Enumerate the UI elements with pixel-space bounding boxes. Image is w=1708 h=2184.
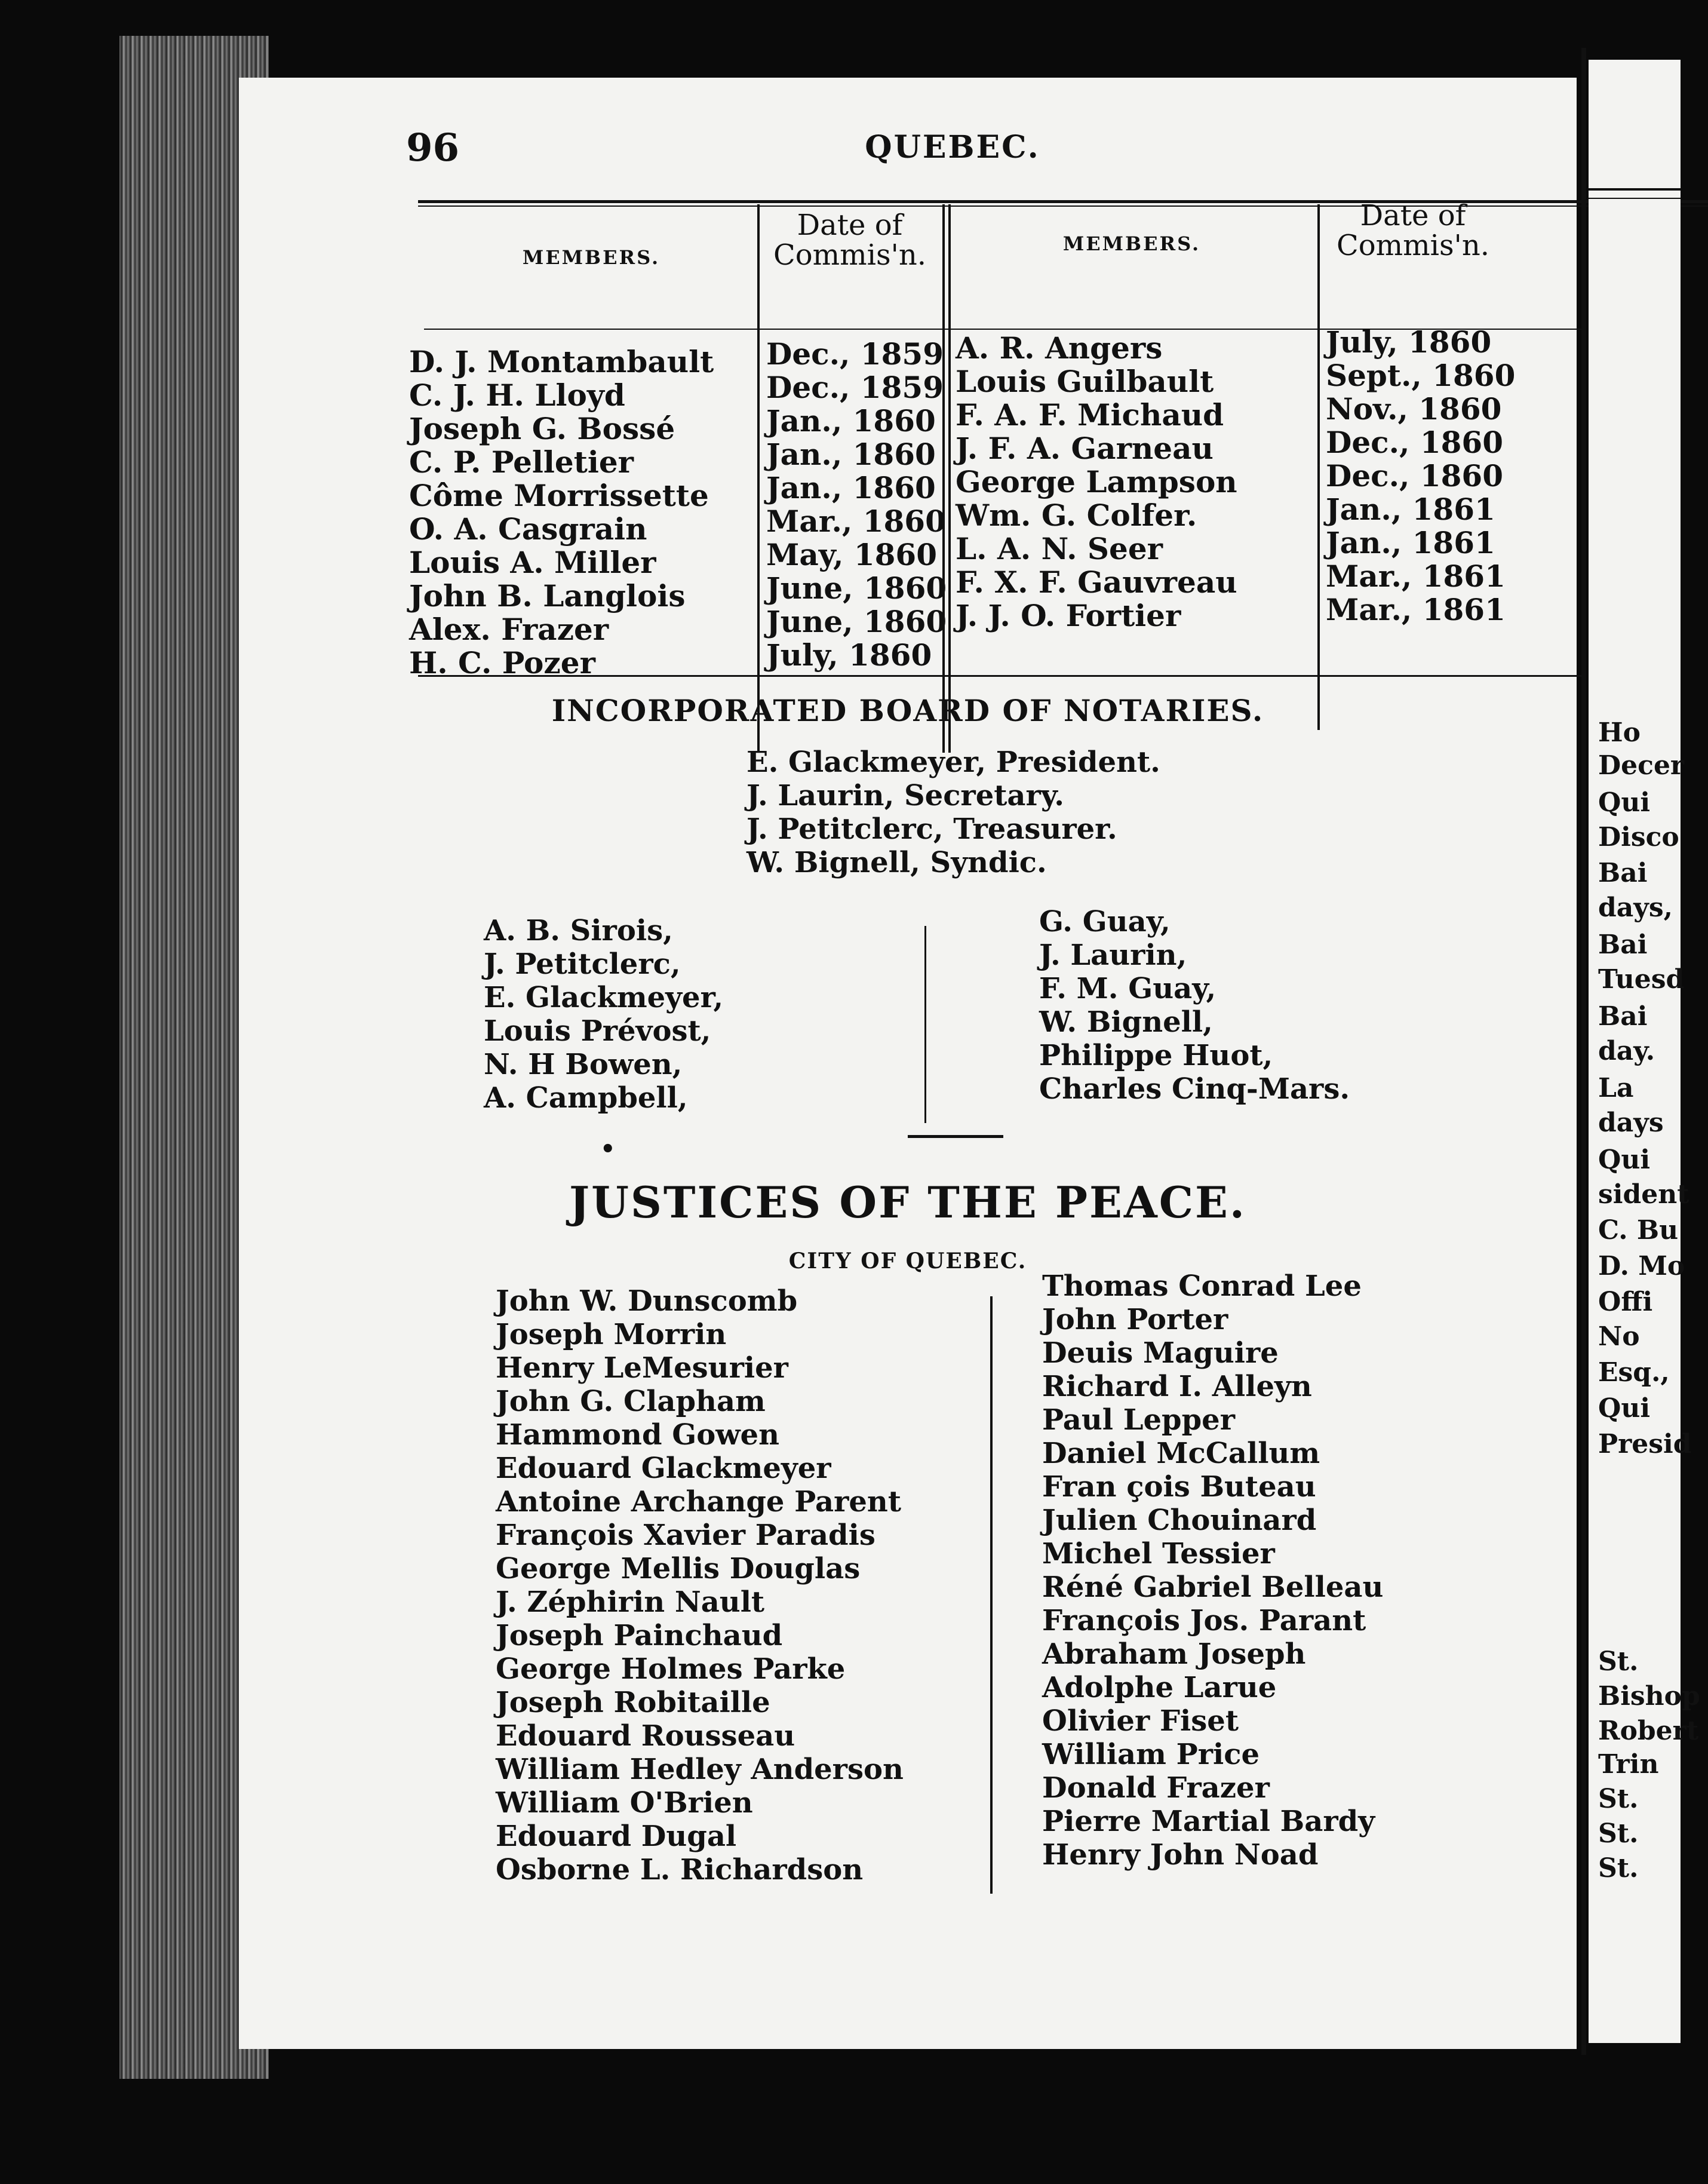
facing-page-fragment: Presid xyxy=(1598,1429,1692,1459)
justice-name: Daniel McCallum xyxy=(1042,1437,1320,1470)
justice-name: Hammond Gowen xyxy=(496,1418,779,1452)
officer-syndic: W. Bignell, Syndic. xyxy=(747,846,1047,879)
justice-name: Pierre Martial Bardy xyxy=(1042,1805,1375,1838)
justices-left-list xyxy=(496,1284,904,1887)
justice-name: William Price xyxy=(1042,1738,1260,1771)
facing-page-fragment: Bai xyxy=(1598,1001,1648,1032)
table-bottom-rule xyxy=(418,675,1583,677)
facing-page-fragment: Robert xyxy=(1598,1716,1699,1746)
facing-page-fragment: Disco xyxy=(1598,822,1679,852)
justice-name: Henry LeMesurier xyxy=(496,1351,788,1385)
members-right-dates xyxy=(1326,326,1515,627)
commission-date: Dec., 1860 xyxy=(1326,425,1503,460)
notary-name: G. Guay, xyxy=(1039,905,1171,938)
justice-name: Donald Frazer xyxy=(1042,1771,1270,1805)
justice-name: Antoine Archange Parent xyxy=(496,1485,901,1519)
member-name: George Lampson xyxy=(956,464,1237,499)
notary-name: A. Campbell, xyxy=(484,1081,688,1115)
commission-date: Jan., 1861 xyxy=(1326,525,1495,560)
justice-name: Adolphe Larue xyxy=(1042,1671,1277,1704)
facing-page-fragment: Trin xyxy=(1598,1749,1659,1780)
member-name: O. A. Casgrain xyxy=(409,511,647,547)
commission-date: Jan., 1861 xyxy=(1326,492,1495,527)
notary-name: Louis Prévost, xyxy=(484,1014,711,1048)
justice-name: John G. Clapham xyxy=(496,1385,766,1418)
facing-page-fragment: C. Bu xyxy=(1598,1215,1679,1246)
commission-date: Dec., 1860 xyxy=(1326,458,1503,493)
justice-name: George Mellis Douglas xyxy=(496,1552,861,1585)
notary-name: N. H Bowen, xyxy=(484,1048,683,1081)
facing-page-fragment: Bai xyxy=(1598,930,1648,960)
facing-page xyxy=(1589,60,1700,2043)
justices-title: JUSTICES OF THE PEACE. xyxy=(569,1177,1246,1228)
member-name: A. R. Angers xyxy=(956,330,1163,366)
members-header-right: MEMBERS. xyxy=(1062,232,1201,255)
notaries-right-list xyxy=(1039,905,1350,1106)
member-name: Alex. Frazer xyxy=(409,612,609,647)
facing-page-fragment: La xyxy=(1598,1073,1634,1103)
members-right-names xyxy=(956,332,1237,633)
member-name: Wm. G. Colfer. xyxy=(956,498,1197,533)
justice-name: Richard I. Alleyn xyxy=(1042,1370,1312,1403)
justice-name: George Holmes Parke xyxy=(496,1652,846,1686)
justice-name: Edouard Rousseau xyxy=(496,1719,795,1753)
officer-treasurer: J. Petitclerc, Treasurer. xyxy=(747,812,1117,846)
facing-page-fragment: Qui xyxy=(1598,787,1651,818)
justice-name: Julien Chouinard xyxy=(1042,1504,1317,1537)
member-name: J. J. O. Fortier xyxy=(956,598,1181,633)
justice-name: Thomas Conrad Lee xyxy=(1042,1269,1362,1303)
notary-name: Philippe Huot, xyxy=(1039,1039,1273,1072)
member-name: C. J. H. Lloyd xyxy=(409,378,625,413)
members-left-dates xyxy=(766,338,947,672)
justice-name: Fran çois Buteau xyxy=(1042,1470,1316,1504)
justice-name: François Xavier Paradis xyxy=(496,1519,875,1552)
commission-date: Mar., 1860 xyxy=(766,504,946,539)
facing-page-fragment: Offi xyxy=(1598,1287,1653,1317)
table-top-rule xyxy=(418,200,1708,207)
member-name: Côme Morrissette xyxy=(409,478,709,513)
notary-name: W. Bignell, xyxy=(1039,1005,1213,1039)
member-name: C. P. Pelletier xyxy=(409,444,634,480)
facing-page-fragment: St. xyxy=(1598,1818,1639,1849)
page-title: QUEBEC. xyxy=(865,129,1040,165)
notaries-divider xyxy=(924,926,926,1123)
notary-name: J. Laurin, xyxy=(1039,938,1187,972)
justice-name: Henry John Noad xyxy=(1042,1838,1319,1872)
notaries-left-list xyxy=(484,914,723,1115)
justices-right-list xyxy=(1042,1269,1383,1872)
date-header-left: Date of Commis'n. xyxy=(773,208,926,272)
commission-date: Mar., 1861 xyxy=(1326,592,1506,627)
justice-name: François Jos. Parant xyxy=(1042,1604,1366,1637)
facing-page-fragment: Bai xyxy=(1598,858,1648,888)
member-name: L. A. N. Seer xyxy=(956,531,1163,566)
facing-page-fragment: Ho xyxy=(1598,717,1641,748)
justice-name: Michel Tessier xyxy=(1042,1537,1275,1570)
justice-name: Abraham Joseph xyxy=(1042,1637,1306,1671)
table-divider-4 xyxy=(1317,204,1320,730)
justice-name: Osborne L. Richardson xyxy=(496,1853,864,1887)
officer-president: E. Glackmeyer, President. xyxy=(747,746,1160,779)
justice-name: Deuis Maguire xyxy=(1042,1336,1279,1370)
page-number: 96 xyxy=(406,125,460,170)
justices-subtitle: CITY OF QUEBEC. xyxy=(788,1249,1027,1274)
facing-page-fragment: D. Mo xyxy=(1598,1251,1685,1281)
member-name: Joseph G. Bossé xyxy=(409,411,675,446)
facing-page-fragment: Qui xyxy=(1598,1393,1651,1424)
justice-name: Joseph Morrin xyxy=(496,1318,727,1351)
justice-name: Réné Gabriel Belleau xyxy=(1042,1570,1384,1604)
notary-name: Charles Cinq-Mars. xyxy=(1039,1072,1350,1106)
commission-date: June, 1860 xyxy=(766,570,947,606)
member-name: F. A. F. Michaud xyxy=(956,397,1224,432)
facing-page-fragment: Bishop xyxy=(1598,1681,1700,1711)
facing-page-fragment: Tuesd xyxy=(1598,964,1685,995)
facing-page-fragment: St. xyxy=(1598,1784,1639,1814)
facing-page-fragment: Qui xyxy=(1598,1145,1651,1175)
member-name: Louis Guilbault xyxy=(956,364,1214,399)
justice-name: William O'Brien xyxy=(496,1786,753,1820)
member-name: D. J. Montambault xyxy=(409,344,714,379)
ornament-dot: • xyxy=(600,1135,616,1163)
facing-page-fragment: St. xyxy=(1598,1646,1639,1677)
facing-page-fragment: Decer xyxy=(1598,750,1685,781)
date-header-right: Date of Commis'n. xyxy=(1336,199,1489,263)
notary-name: A. B. Sirois, xyxy=(484,914,673,947)
justice-name: J. Zéphirin Nault xyxy=(496,1585,765,1619)
facing-page-fragment: days, xyxy=(1598,892,1673,923)
commission-date: Nov., 1860 xyxy=(1326,391,1502,427)
justice-name: John Porter xyxy=(1042,1303,1228,1336)
member-name: Louis A. Miller xyxy=(409,545,656,580)
notaries-title: INCORPORATED BOARD OF NOTARIES. xyxy=(551,693,1264,728)
commission-date: June, 1860 xyxy=(766,604,947,639)
notaries-officers xyxy=(747,746,1160,879)
facing-page-rule xyxy=(1589,188,1681,199)
notary-name: E. Glackmeyer, xyxy=(484,981,724,1014)
facing-page-fragment: days xyxy=(1598,1108,1664,1138)
gutter-shadow xyxy=(1581,48,1586,2055)
commission-date: Jan., 1860 xyxy=(766,470,936,505)
commission-date: May, 1860 xyxy=(766,537,937,572)
justice-name: Paul Lepper xyxy=(1042,1403,1235,1437)
facing-page-fragment: sident xyxy=(1598,1179,1689,1210)
member-name: John B. Langlois xyxy=(409,578,686,614)
facing-page-fragment: St. xyxy=(1598,1853,1639,1884)
commission-date: Mar., 1861 xyxy=(1326,559,1506,594)
commission-date: Jan., 1860 xyxy=(766,437,936,472)
commission-date: Jan., 1860 xyxy=(766,403,936,438)
commission-date: Sept., 1860 xyxy=(1326,358,1516,393)
justice-name: Joseph Robitaille xyxy=(496,1686,770,1719)
justice-name: Edouard Glackmeyer xyxy=(496,1452,831,1485)
justice-name: Edouard Dugal xyxy=(496,1820,737,1853)
justice-name: Joseph Painchaud xyxy=(496,1619,783,1652)
facing-page-fragment: No xyxy=(1598,1321,1640,1352)
table-divider-1 xyxy=(757,204,760,753)
facing-page-fragment: day. xyxy=(1598,1036,1655,1066)
notary-name: J. Petitclerc, xyxy=(484,947,681,981)
member-name: F. X. F. Gauvreau xyxy=(956,565,1237,600)
justice-name: John W. Dunscomb xyxy=(496,1284,798,1318)
justice-name: Olivier Fiset xyxy=(1042,1704,1239,1738)
justices-divider xyxy=(990,1296,993,1894)
members-left-names xyxy=(409,345,714,680)
member-name: H. C. Pozer xyxy=(409,645,595,680)
justice-name: William Hedley Anderson xyxy=(496,1753,904,1786)
commission-date: July, 1860 xyxy=(1326,324,1492,360)
commission-date: Dec., 1859 xyxy=(766,336,944,372)
book-page xyxy=(239,78,1577,2049)
notary-name: F. M. Guay, xyxy=(1039,972,1217,1005)
facing-page-fragment: Esq., xyxy=(1598,1357,1670,1388)
commission-date: Dec., 1859 xyxy=(766,370,944,405)
members-header-left: MEMBERS. xyxy=(522,246,661,269)
officer-secretary: J. Laurin, Secretary. xyxy=(747,779,1064,812)
commission-date: July, 1860 xyxy=(766,637,932,673)
page-header xyxy=(406,125,1499,179)
section-ornament-rule xyxy=(908,1135,1003,1138)
member-name: J. F. A. Garneau xyxy=(956,431,1214,466)
table-divider-3 xyxy=(948,204,951,753)
